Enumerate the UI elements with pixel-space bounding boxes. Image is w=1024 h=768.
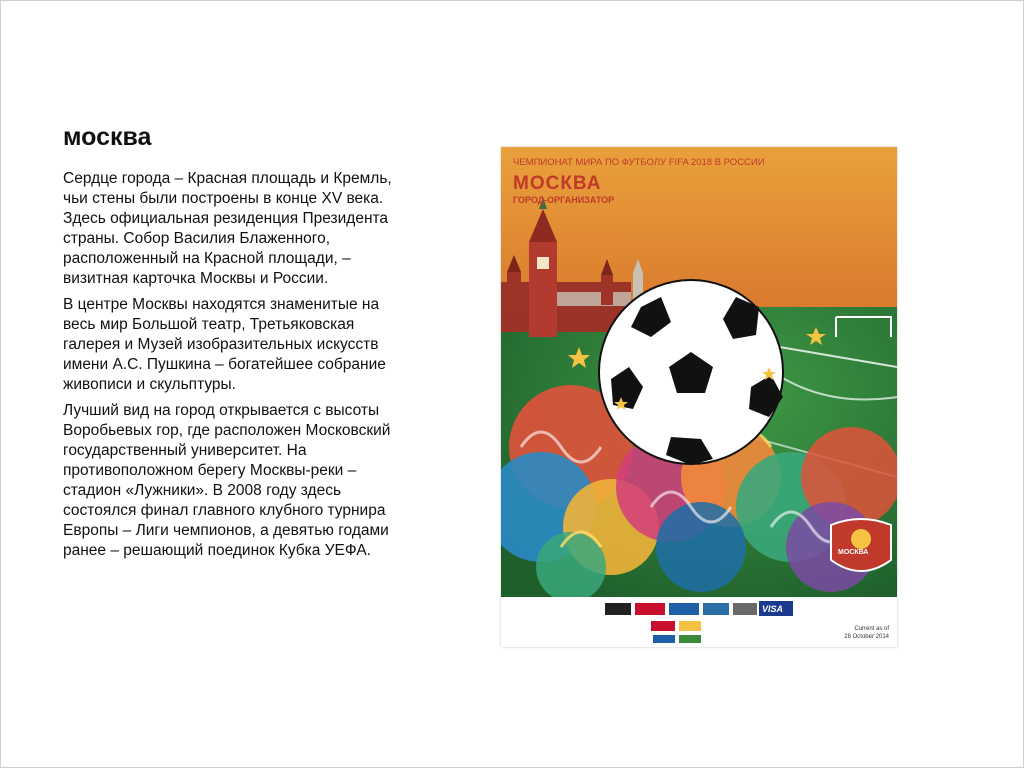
poster-city: МОСКВА (513, 173, 602, 194)
fifa-emblem (831, 519, 891, 571)
kremlin-tower (529, 242, 557, 337)
slide-body (63, 169, 393, 567)
poster-footnote (844, 625, 889, 641)
paragraph: В центре Москвы находятся знаменитые на весь мир Большой театр, Третьяковская галерея и Музей изобразительных искусств имени А.С. Пушкина – богатейшее собрание живописи и скульптуры. (63, 296, 386, 393)
poster-header: ЧЕМПИОНАТ МИРА ПО ФУТБОЛУ FIFA 2018 В РОССИИ (513, 157, 765, 168)
visa-logo-text: VISA (762, 604, 784, 614)
paragraph: Сердце города – Красная площадь и Кремль, чьи стены были построены в конце XV века. Здесь официальная резиденция Президента страны. Собор Василия Блаженного, расположенный на Красной площади, – визитная карточка Москвы и России. (63, 170, 392, 287)
slide-title: москва (63, 123, 152, 151)
football-icon (599, 280, 783, 465)
poster-artwork (501, 147, 897, 647)
paragraph: Лучший вид на город открывается с высоты Воробьевых гор, где расположен Московский государственный университет. На противоположном берегу Москвы-реки – стадион «Лужники». В 2008 году здесь состоялся финал главного клубного турнира Европы – Лиги чемпионов, а девятью годами ранее – решающий поединок Кубка УЕФА. (63, 402, 391, 559)
footnote-line: 28 October 2014 (844, 634, 889, 640)
world-cup-poster (501, 147, 897, 647)
footnote-line: Current as of (854, 626, 889, 632)
emblem-label: МОСКВА (838, 549, 869, 556)
poster-subtitle: ГОРОД-ОРГАНИЗАТОР (513, 195, 615, 205)
